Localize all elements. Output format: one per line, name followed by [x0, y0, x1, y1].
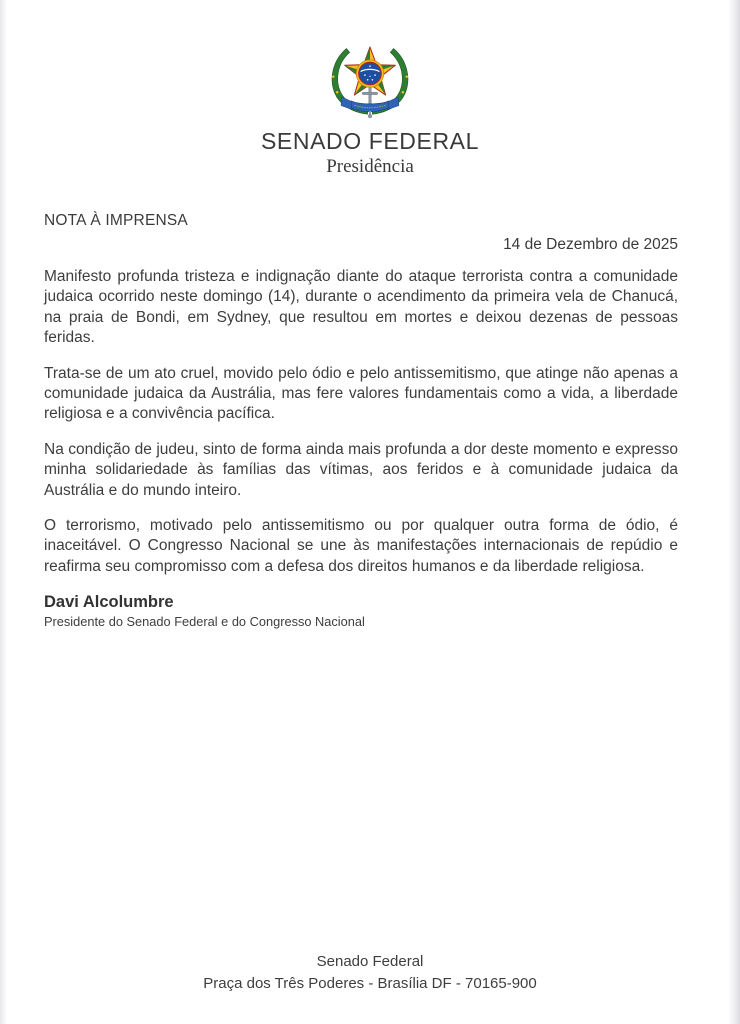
- wreath-berry: [402, 91, 405, 94]
- org-division: Presidência: [326, 156, 414, 177]
- medallion-star-dot: [369, 76, 370, 77]
- sword-grip: [369, 111, 371, 115]
- paragraph-2: Trata-se de um ato cruel, movido pelo ódio e pelo antissemitismo, que atinge não apenas a comunidade judaica da Austrália, mas fere valores fundamentais como a vida, a liberdade religiosa e a convivência pacífica.: [44, 364, 678, 423]
- sword-crossguard: [362, 92, 378, 94]
- ribbon-tail-left: [341, 97, 352, 110]
- medallion-star-dot: [364, 74, 366, 76]
- page-footer: [0, 951, 740, 995]
- signature-name: Davi Alcolumbre: [44, 593, 174, 612]
- medallion-star-dot: [374, 74, 376, 76]
- signature-title: Presidente do Senado Federal e do Congresso Nacional: [44, 614, 365, 630]
- note-label: NOTA À IMPRENSA: [44, 212, 188, 229]
- footer-org: Senado Federal: [316, 953, 424, 970]
- note-date: 14 de Dezembro de 2025: [503, 236, 678, 253]
- org-name: SENADO FEDERAL: [260, 128, 479, 154]
- footer-address: Praça dos Três Poderes - Brasília DF - 70165-900: [203, 975, 537, 992]
- sword-pommel: [368, 114, 372, 118]
- wreath-berry: [332, 75, 335, 78]
- letterhead: [0, 36, 740, 178]
- paragraph-1: Manifesto profunda tristeza e indignação diante do ataque terrorista contra a comunidade judaica ocorrido neste domingo (14), durante o acendimento da primeira vela de Chanucá, na praia de Bondi, em Sydney, que resultou em mortes e deixou dezenas de pessoas feridas.: [44, 268, 678, 347]
- medallion-star-dot: [372, 79, 374, 81]
- wreath-berry: [336, 91, 339, 94]
- paragraph-3: Na condição de judeu, sinto de forma ainda mais profunda a dor deste momento e expresso minha solidariedade às famílias das vítimas, aos feridos e à comunidade judaica da Austrália e do mundo inteiro.: [44, 440, 678, 499]
- medallion-star-dot: [369, 65, 371, 67]
- ribbon-tail-right: [388, 97, 399, 110]
- brazil-coat-of-arms-icon: [323, 36, 417, 122]
- note-content: [44, 212, 678, 629]
- wreath-berry: [405, 75, 408, 78]
- medallion-star-dot: [367, 79, 369, 81]
- paragraph-4: O terrorismo, motivado pelo antissemitismo ou por qualquer outra forma de ódio, é inaceitável. O Congresso Nacional se une às manifestações internacionais de repúdio e reafirma seu compromisso com a defesa dos direitos humanos e da liberdade religiosa.: [44, 517, 678, 575]
